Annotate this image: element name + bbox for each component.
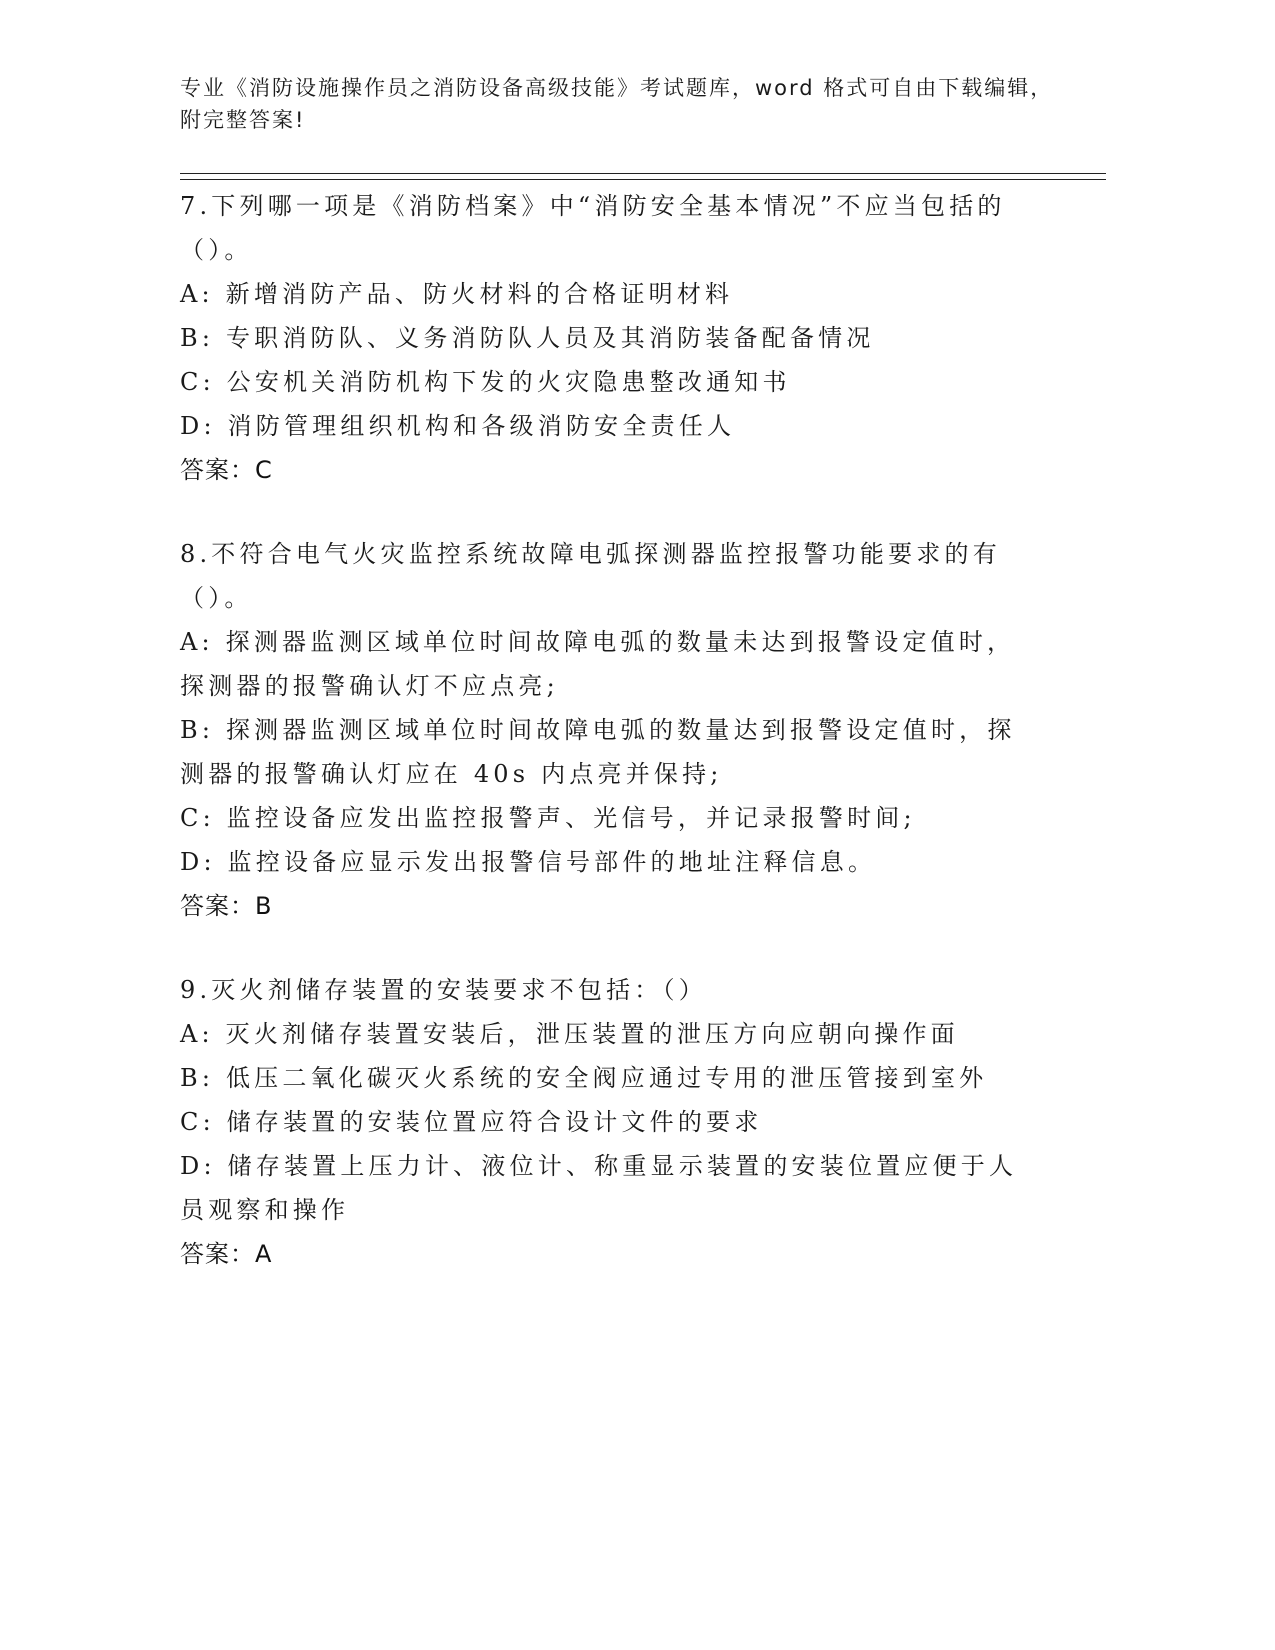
option-b: B: 低压二氧化碳灭火系统的安全阀应通过专用的泄压管接到室外 bbox=[180, 1064, 988, 1092]
question-stem: 8.不符合电气火灾监控系统故障电弧探测器监控报警功能要求的有（）。 bbox=[180, 540, 1001, 612]
option-c: C: 储存装置的安装位置应符合设计文件的要求 bbox=[180, 1108, 763, 1136]
option-a: A: 新增消防产品、防火材料的合格证明材料 bbox=[180, 280, 734, 308]
question-stem: 9.灭火剂储存装置的安装要求不包括：（） bbox=[180, 976, 707, 1004]
option-c: C: 公安机关消防机构下发的火灾隐患整改通知书 bbox=[180, 368, 791, 396]
question-stem: 7.下列哪一项是《消防档案》中“消防安全基本情况”不应当包括的（）。 bbox=[180, 192, 1006, 264]
option-d: D: 储存装置上压力计、液位计、称重显示装置的安装位置应便于人员观察和操作 bbox=[180, 1152, 1018, 1224]
header-divider-bottom bbox=[180, 179, 1106, 180]
document-header: 专业《消防设施操作员之消防设备高级技能》考试题库，word 格式可自由下载编辑，附完整答案! bbox=[180, 76, 1054, 132]
option-a: A: 灭火剂储存装置安装后，泄压装置的泄压方向应朝向操作面 bbox=[180, 1020, 959, 1048]
question-8 bbox=[180, 532, 1040, 928]
answer: 答案：B bbox=[180, 892, 273, 920]
option-d: D: 消防管理组织机构和各级消防安全责任人 bbox=[180, 412, 736, 440]
option-d: D: 监控设备应显示发出报警信号部件的地址注释信息。 bbox=[180, 848, 877, 876]
question-7 bbox=[180, 184, 1040, 492]
option-b: B: 探测器监测区域单位时间故障电弧的数量达到报警设定值时，探测器的报警确认灯应在 40s 内点亮并保持; bbox=[180, 716, 1016, 788]
option-c: C: 监控设备应发出监控报警声、光信号，并记录报警时间; bbox=[180, 804, 916, 832]
option-a: A: 探测器监测区域单位时间故障电弧的数量未达到报警设定值时，探测器的报警确认灯不应点亮; bbox=[180, 628, 1016, 700]
option-b: B: 专职消防队、义务消防队人员及其消防装备配备情况 bbox=[180, 324, 875, 352]
answer: 答案：C bbox=[180, 456, 273, 484]
question-9 bbox=[180, 968, 1040, 1276]
header-divider-top bbox=[180, 173, 1106, 174]
answer: 答案：A bbox=[180, 1240, 273, 1268]
